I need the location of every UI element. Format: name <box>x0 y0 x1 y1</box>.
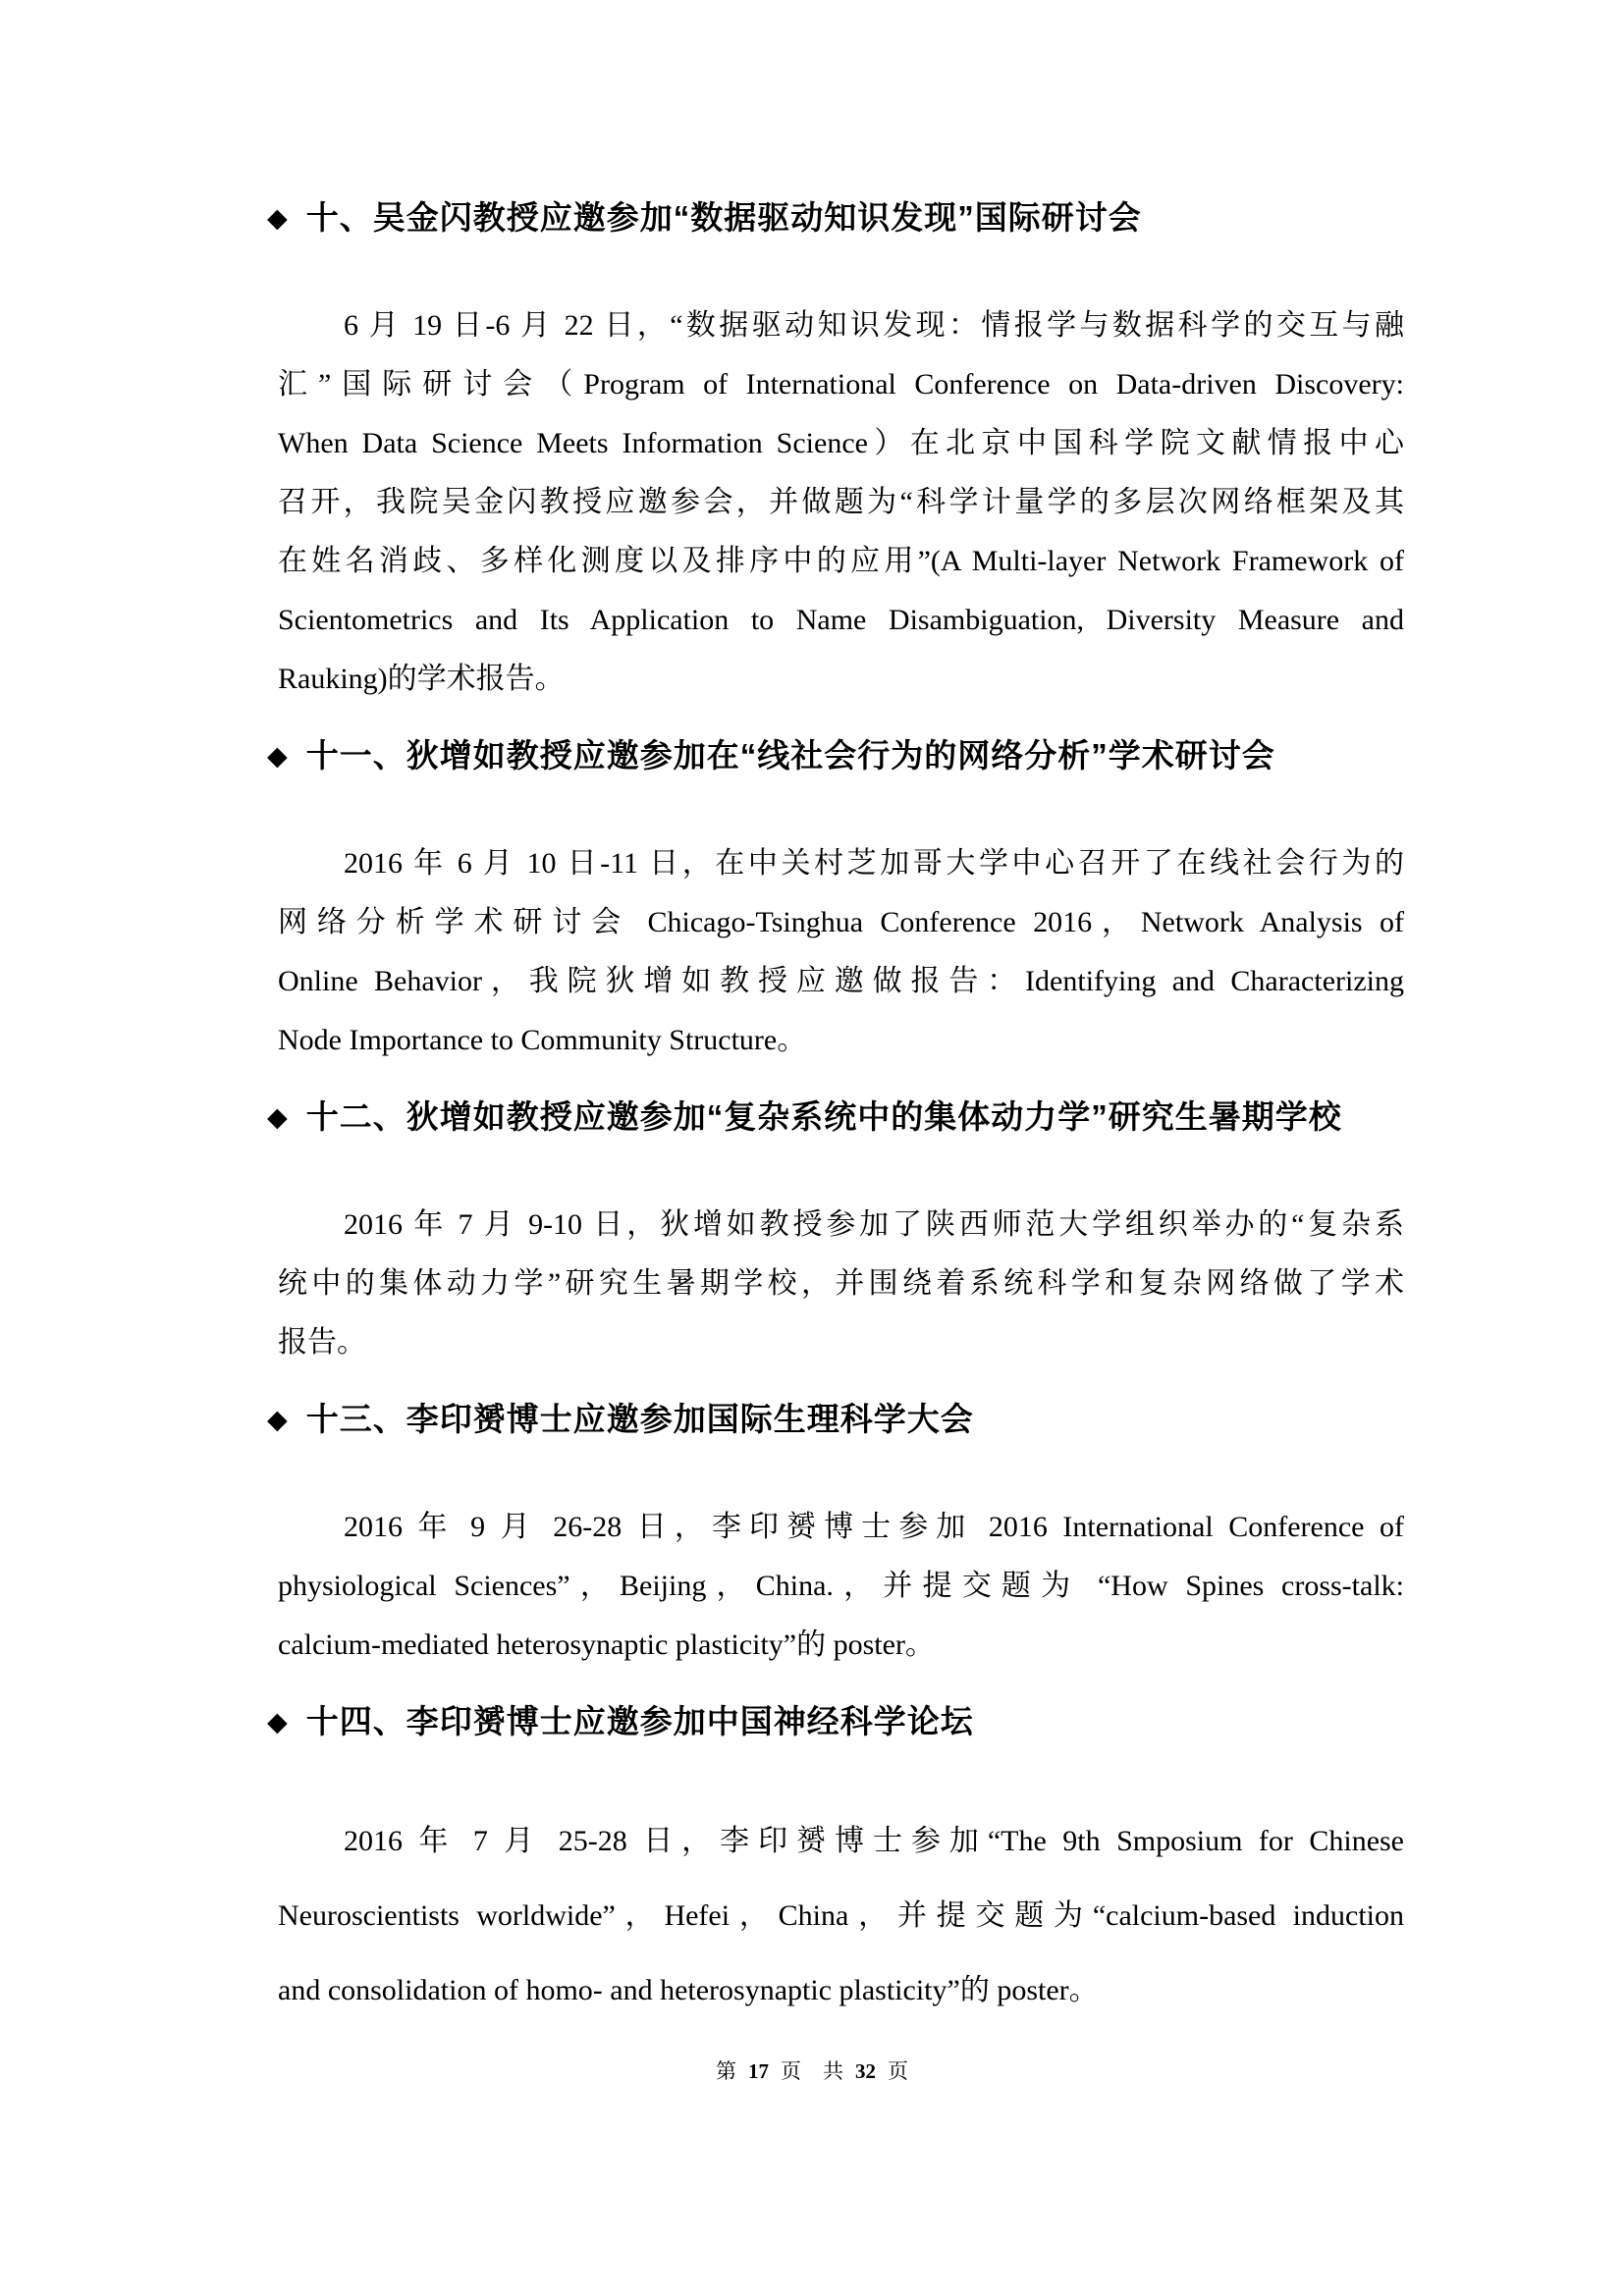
page-footer <box>0 2056 1624 2086</box>
diamond-bullet-icon: ◆ <box>267 1706 289 1736</box>
paragraph-line: 汇”国际研讨会（Program of International Conference on Data-driven Discovery: <box>278 368 1404 400</box>
paragraph-line: When Data Science Meets Information Science）在北京中国科学院文献情报中心 <box>278 427 1404 459</box>
footer-page-label-prefix: 第 <box>716 2059 736 2083</box>
paragraph-line: Neuroscientists worldwide”，Hefei，China，并提交题为“calcium-based induction <box>278 1899 1404 1932</box>
paragraph-line: 网络分析学术研讨会 Chicago-Tsinghua Conference 2016，Network Analysis of <box>278 906 1404 938</box>
section-heading <box>267 732 1404 779</box>
section-heading <box>267 1698 1404 1745</box>
document-content <box>267 0 1404 2028</box>
paragraph-line: 统中的集体动力学”研究生暑期学校，并围绕着系统科学和复杂网络做了学术 <box>278 1267 1404 1300</box>
footer-page-label-suffix: 页 <box>781 2059 801 2083</box>
footer-total-pages: 32 <box>855 2059 876 2083</box>
paragraph-line: 2016 年 7 月 9-10 日，狄增如教授参加了陕西师范大学组织举办的“复杂系 <box>344 1208 1404 1241</box>
section-heading-text: 十三、李印赟博士应邀参加国际生理科学大会 <box>305 1401 974 1437</box>
section-heading <box>267 1396 1404 1443</box>
paragraph-line: 召开，我院吴金闪教授应邀参会，并做题为“科学计量学的多层次网络框架及其 <box>278 486 1404 518</box>
paragraph-line: 2016 年 7 月 25-28 日，李印赟博士参加“The 9th Smposium for Chinese <box>344 1825 1404 1857</box>
paragraph-line: 2016 年 9 月 26-28 日，李印赟博士参加 2016 International Conference of <box>344 1511 1404 1543</box>
section-heading <box>267 1094 1404 1141</box>
paragraph <box>278 296 1404 709</box>
diamond-bullet-icon: ◆ <box>267 740 289 771</box>
paragraph-line: Node Importance to Community Structure。 <box>278 1024 807 1056</box>
paragraph <box>278 1196 1404 1372</box>
paragraph-line: 报告。 <box>278 1326 366 1359</box>
footer-total-label-prefix: 共 <box>823 2059 843 2083</box>
section-heading-text: 十、吴金闪教授应邀参加“数据驱动知识发现”国际研讨会 <box>305 199 1142 236</box>
footer-current-page: 17 <box>748 2059 769 2083</box>
paragraph-line: physiological Sciences”，Beijing，China.，并提交题为 “How Spines cross-talk: <box>278 1570 1404 1602</box>
footer-total-label-suffix: 页 <box>888 2059 908 2083</box>
section-heading-text: 十一、狄增如教授应邀参加在“线社会行为的网络分析”学术研讨会 <box>305 737 1275 774</box>
section-heading-text: 十四、李印赟博士应邀参加中国神经科学论坛 <box>305 1703 974 1739</box>
paragraph-line: 2016 年 6 月 10 日-11 日，在中关村芝加哥大学中心召开了在线社会行为的 <box>344 847 1404 880</box>
paragraph <box>278 834 1404 1070</box>
paragraph-line: and consolidation of homo- and heterosynaptic plasticity”的 poster。 <box>278 1974 1099 2006</box>
paragraph-line: 在姓名消歧、多样化测度以及排序中的应用”(A Multi-layer Network Framework of <box>278 545 1404 577</box>
diamond-bullet-icon: ◆ <box>267 1101 289 1132</box>
section-heading <box>267 194 1404 241</box>
diamond-bullet-icon: ◆ <box>267 202 289 233</box>
paragraph-line: Scientometrics and Its Application to Name Disambiguation, Diversity Measure and <box>278 604 1404 636</box>
paragraph <box>278 1804 1404 2028</box>
paragraph-line: calcium-mediated heterosynaptic plasticity”的 poster。 <box>278 1629 935 1661</box>
section-heading-text: 十二、狄增如教授应邀参加“复杂系统中的集体动力学”研究生暑期学校 <box>305 1098 1342 1135</box>
paragraph-line: Online Behavior，我院狄增如教授应邀做报告：Identifying and Characterizing <box>278 965 1404 997</box>
paragraph-line: Rauking)的学术报告。 <box>278 663 565 695</box>
diamond-bullet-icon: ◆ <box>267 1404 289 1434</box>
paragraph-line: 6 月 19 日-6 月 22 日，“数据驱动知识发现：情报学与数据科学的交互与融 <box>344 309 1404 342</box>
paragraph <box>278 1498 1404 1675</box>
